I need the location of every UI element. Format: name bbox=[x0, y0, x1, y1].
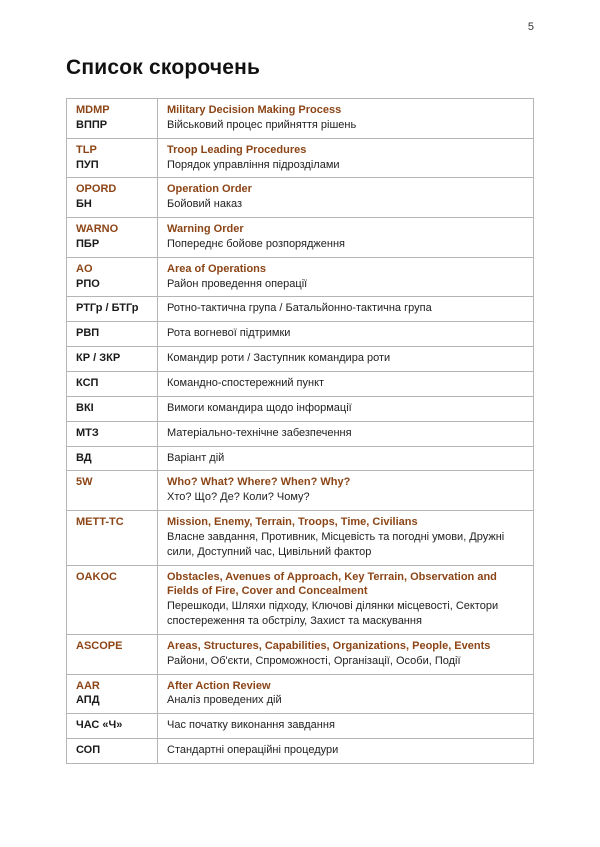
definition-cell bbox=[158, 178, 534, 218]
definition-cell bbox=[158, 714, 534, 739]
definition-ukrainian: Військовий процес прийняття рішень bbox=[167, 118, 357, 131]
definition-cell bbox=[158, 565, 534, 634]
abbreviation-english: AO bbox=[76, 262, 93, 275]
definition-ukrainian: Час початку виконання завдання bbox=[167, 719, 335, 732]
abbreviation-english: MDMP bbox=[76, 104, 110, 116]
abbreviation-ukrainian: ПУП bbox=[76, 158, 99, 171]
definition-cell bbox=[158, 511, 534, 566]
abbreviation-english: ASCOPE bbox=[76, 639, 123, 652]
table-row bbox=[67, 138, 534, 178]
abbreviation-cell bbox=[67, 565, 158, 634]
abbreviation-english: TLP bbox=[76, 143, 97, 156]
abbreviation-cell bbox=[67, 634, 158, 674]
definition-cell bbox=[158, 322, 534, 347]
abbreviation-english: METT-TC bbox=[76, 516, 124, 529]
table-row bbox=[67, 347, 534, 372]
abbreviation-ukrainian: ВППР bbox=[76, 118, 108, 131]
definition-cell bbox=[158, 471, 534, 511]
definition-ukrainian: Райони, Об'єкти, Спроможності, Організації, Особи, Події bbox=[167, 654, 461, 667]
table-row bbox=[67, 371, 534, 396]
definition-cell bbox=[158, 257, 534, 297]
abbreviation-cell bbox=[67, 178, 158, 218]
abbreviation-cell bbox=[67, 297, 158, 322]
definition-english: Operation Order bbox=[167, 183, 252, 196]
table-row bbox=[67, 739, 534, 764]
abbreviation-english: OAKOC bbox=[76, 570, 117, 583]
definition-ukrainian: Командно-спостережний пункт bbox=[167, 376, 325, 389]
abbreviation-cell bbox=[67, 739, 158, 764]
abbreviation-cell bbox=[67, 511, 158, 566]
abbreviation-cell bbox=[67, 421, 158, 446]
table-row bbox=[67, 218, 534, 258]
abbreviation-ukrainian: РТГр / БТГр bbox=[76, 302, 139, 315]
table-row bbox=[67, 421, 534, 446]
abbreviation-cell bbox=[67, 714, 158, 739]
table-row bbox=[67, 634, 534, 674]
definition-english: Area of Operations bbox=[167, 262, 267, 275]
abbreviation-cell bbox=[67, 322, 158, 347]
definition-ukrainian: Командир роти / Заступник командира роти bbox=[167, 352, 391, 365]
abbreviation-ukrainian: КСП bbox=[76, 376, 99, 389]
abbreviation-english: OPORD bbox=[76, 183, 117, 196]
abbreviation-ukrainian: ВД bbox=[76, 451, 92, 464]
table-row bbox=[67, 322, 534, 347]
definition-cell bbox=[158, 446, 534, 471]
definition-english: Mission, Enemy, Terrain, Troops, Time, Civilians bbox=[167, 516, 418, 529]
table-row bbox=[67, 511, 534, 566]
definition-cell bbox=[158, 396, 534, 421]
abbreviation-ukrainian: КР / ЗКР bbox=[76, 352, 121, 365]
abbreviation-cell bbox=[67, 674, 158, 714]
abbreviation-cell bbox=[67, 138, 158, 178]
table-row bbox=[67, 178, 534, 218]
abbreviation-cell bbox=[67, 99, 158, 139]
abbreviation-ukrainian: ВКІ bbox=[76, 401, 94, 414]
table-row bbox=[67, 674, 534, 714]
definition-english: Areas, Structures, Capabilities, Organizations, People, Events bbox=[167, 639, 491, 652]
definition-ukrainian: Бойовий наказ bbox=[167, 198, 243, 211]
definition-ukrainian: Аналіз проведених дій bbox=[167, 694, 282, 707]
definition-cell bbox=[158, 297, 534, 322]
abbreviation-ukrainian: АПД bbox=[76, 694, 100, 707]
abbreviation-ukrainian: СОП bbox=[76, 744, 101, 757]
table-row bbox=[67, 565, 534, 634]
definition-ukrainian: Власне завдання, Противник, Місцевість та погодні умови, Дружні сили, Доступний час, Цивільний фактор bbox=[167, 530, 505, 558]
definition-cell bbox=[158, 634, 534, 674]
abbreviation-ukrainian: МТЗ bbox=[76, 426, 99, 439]
abbreviation-cell bbox=[67, 396, 158, 421]
definition-cell bbox=[158, 218, 534, 258]
definition-cell bbox=[158, 371, 534, 396]
definition-english: Who? What? Where? When? Why? bbox=[167, 476, 351, 489]
definition-ukrainian: Матеріально-технічне забезпечення bbox=[167, 426, 352, 439]
definition-ukrainian: Район проведення операції bbox=[167, 277, 308, 290]
abbreviation-english: AAR bbox=[76, 679, 100, 692]
definition-english: Obstacles, Avenues of Approach, Key Terrain, Observation and Fields of Fire, Cover and Concealment bbox=[167, 570, 497, 598]
table-row bbox=[67, 396, 534, 421]
definition-english: Troop Leading Procedures bbox=[167, 143, 307, 156]
definition-ukrainian: Стандартні операційні процедури bbox=[167, 744, 339, 757]
definition-ukrainian: Хто? Що? Де? Коли? Чому? bbox=[167, 491, 310, 504]
table-row bbox=[67, 714, 534, 739]
abbreviation-ukrainian: РПО bbox=[76, 277, 100, 290]
abbreviation-cell bbox=[67, 218, 158, 258]
definition-cell bbox=[158, 99, 534, 139]
abbreviation-ukrainian: ЧАС «Ч» bbox=[76, 719, 123, 732]
definition-cell bbox=[158, 674, 534, 714]
definition-ukrainian: Перешкоди, Шляхи підходу, Ключові ділянки місцевості, Сектори спостереження та обстрілу, Захист та маскування bbox=[167, 600, 499, 628]
abbreviation-ukrainian: БН bbox=[76, 198, 92, 211]
table-row bbox=[67, 471, 534, 511]
definition-ukrainian: Попереднє бойове розпорядження bbox=[167, 237, 346, 250]
definition-cell bbox=[158, 347, 534, 372]
definition-ukrainian: Рота вогневої підтримки bbox=[167, 327, 291, 340]
table-row bbox=[67, 446, 534, 471]
abbreviation-english: WARNO bbox=[76, 223, 119, 236]
table-row bbox=[67, 257, 534, 297]
definition-cell bbox=[158, 138, 534, 178]
table-row bbox=[67, 99, 534, 139]
definition-ukrainian: Варіант дій bbox=[167, 451, 225, 464]
definition-cell bbox=[158, 421, 534, 446]
page-number: 5 bbox=[527, 21, 534, 33]
abbreviation-cell bbox=[67, 471, 158, 511]
definition-english: Warning Order bbox=[167, 223, 244, 236]
abbreviation-cell bbox=[67, 257, 158, 297]
abbreviation-cell bbox=[67, 347, 158, 372]
abbreviation-cell bbox=[67, 371, 158, 396]
abbreviations-table bbox=[66, 98, 534, 764]
abbreviations-table-body bbox=[67, 99, 534, 764]
definition-ukrainian: Вимоги командира щодо інформації bbox=[167, 401, 352, 414]
definition-ukrainian: Ротно-тактична група / Батальйонно-тактична група bbox=[167, 302, 432, 315]
abbreviation-ukrainian: ПБР bbox=[76, 237, 100, 250]
definition-english: Military Decision Making Process bbox=[167, 104, 342, 116]
abbreviation-english: 5W bbox=[76, 476, 93, 489]
definition-ukrainian: Порядок управління підрозділами bbox=[167, 158, 340, 171]
definition-english: After Action Review bbox=[167, 679, 271, 692]
table-row bbox=[67, 297, 534, 322]
definition-cell bbox=[158, 739, 534, 764]
abbreviation-ukrainian: РВП bbox=[76, 327, 100, 340]
page-title: Список скорочень bbox=[66, 56, 261, 79]
abbreviation-cell bbox=[67, 446, 158, 471]
